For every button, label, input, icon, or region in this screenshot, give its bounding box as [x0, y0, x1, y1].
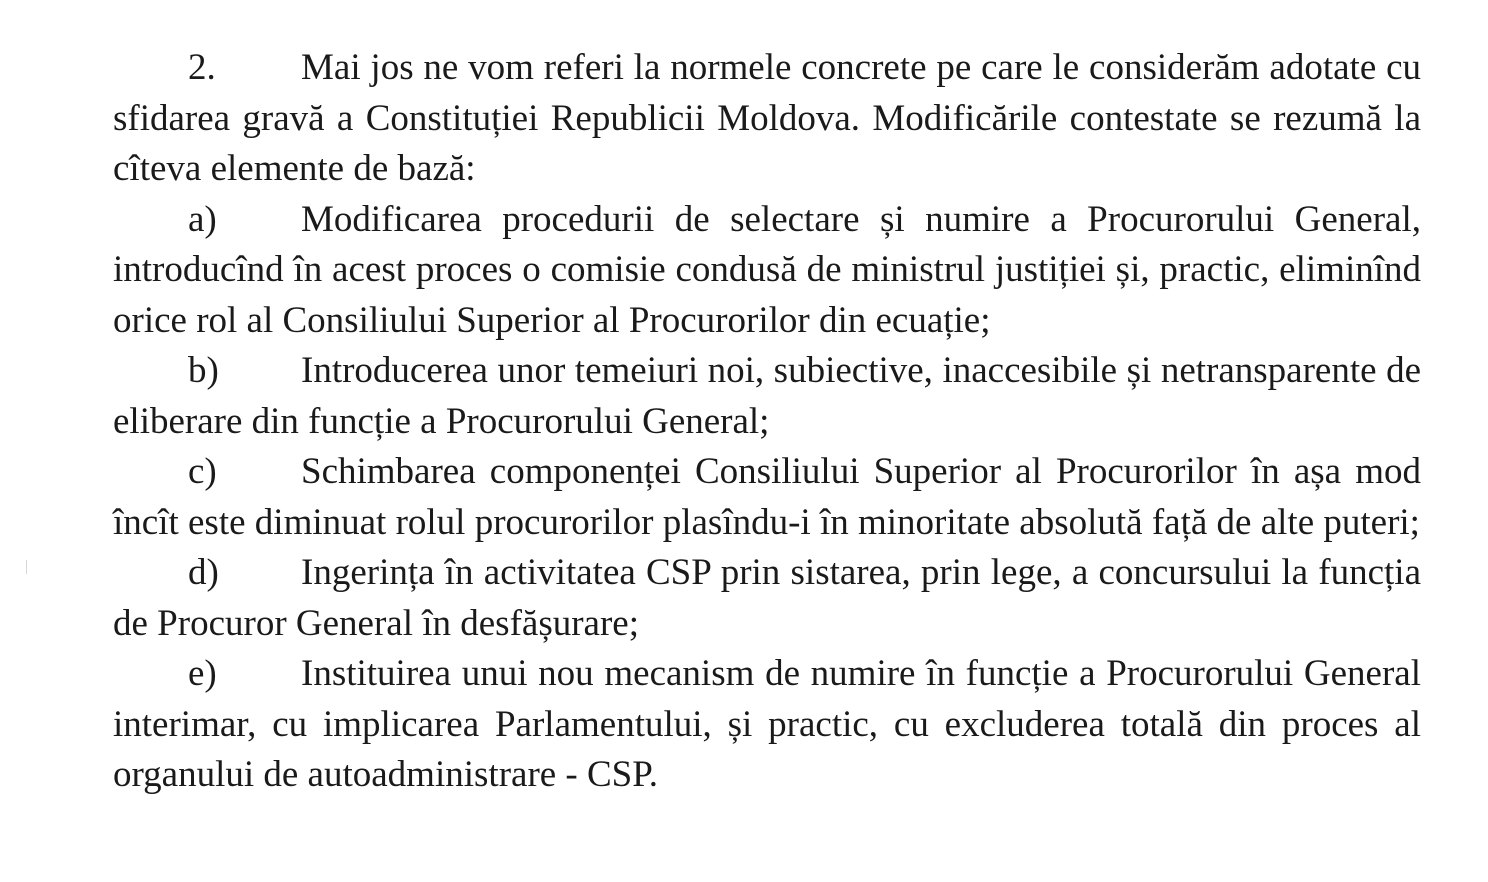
list-item-c — [113, 447, 1421, 548]
list-item-text: Modificarea procedurii de selectare și numire a Procurorului General, introducînd în acest proces o comisie condusă de ministrul justiției și, practic, eliminînd orice rol al Consiliului Superior al Procurorilor din ecuație; — [113, 198, 1421, 341]
list-item-marker: e) — [188, 653, 217, 694]
list-item-e — [113, 649, 1421, 801]
list-item-marker: b) — [188, 350, 219, 391]
list-item-text: Introducerea unor temeiuri noi, subiective, inaccesibile și netransparente de eliberare din funcție a Procurorului General; — [113, 350, 1421, 442]
list-item-marker: d) — [188, 552, 219, 593]
paragraph-text: Mai jos ne vom referi la normele concrete pe care le considerăm adotate cu sfidarea gravă a Constituției Republicii Moldova. Modificările contestate se rezumă la cîteva elemente de bază: — [113, 47, 1421, 189]
document-body — [113, 43, 1421, 801]
list-item-text: Ingerința în activitatea CSP prin sistarea, prin lege, a concursului la funcția de Procuror General în desfășurare; — [113, 552, 1421, 644]
list-item-marker: c) — [188, 451, 217, 492]
intro-paragraph — [113, 43, 1421, 195]
list-item-d — [113, 548, 1421, 649]
list-item-text: Schimbarea componenței Consiliului Superior al Procurorilor în așa mod încît este diminuat rolul procurorilor plasîndu-i în minoritate absolută față de alte puteri; — [113, 451, 1421, 543]
list-item-marker: a) — [188, 198, 217, 240]
list-item-b — [113, 346, 1421, 447]
scan-mark — [26, 560, 27, 574]
paragraph-number: 2. — [188, 47, 216, 88]
list-item-text: Instituirea unui nou mecanism de numire în funcție a Procurorului General interimar, cu implicarea Parlamentului, și practic, cu excluderea totală din proces al organului de autoadministrare - CSP. — [113, 653, 1421, 795]
list-item-a — [113, 195, 1421, 347]
